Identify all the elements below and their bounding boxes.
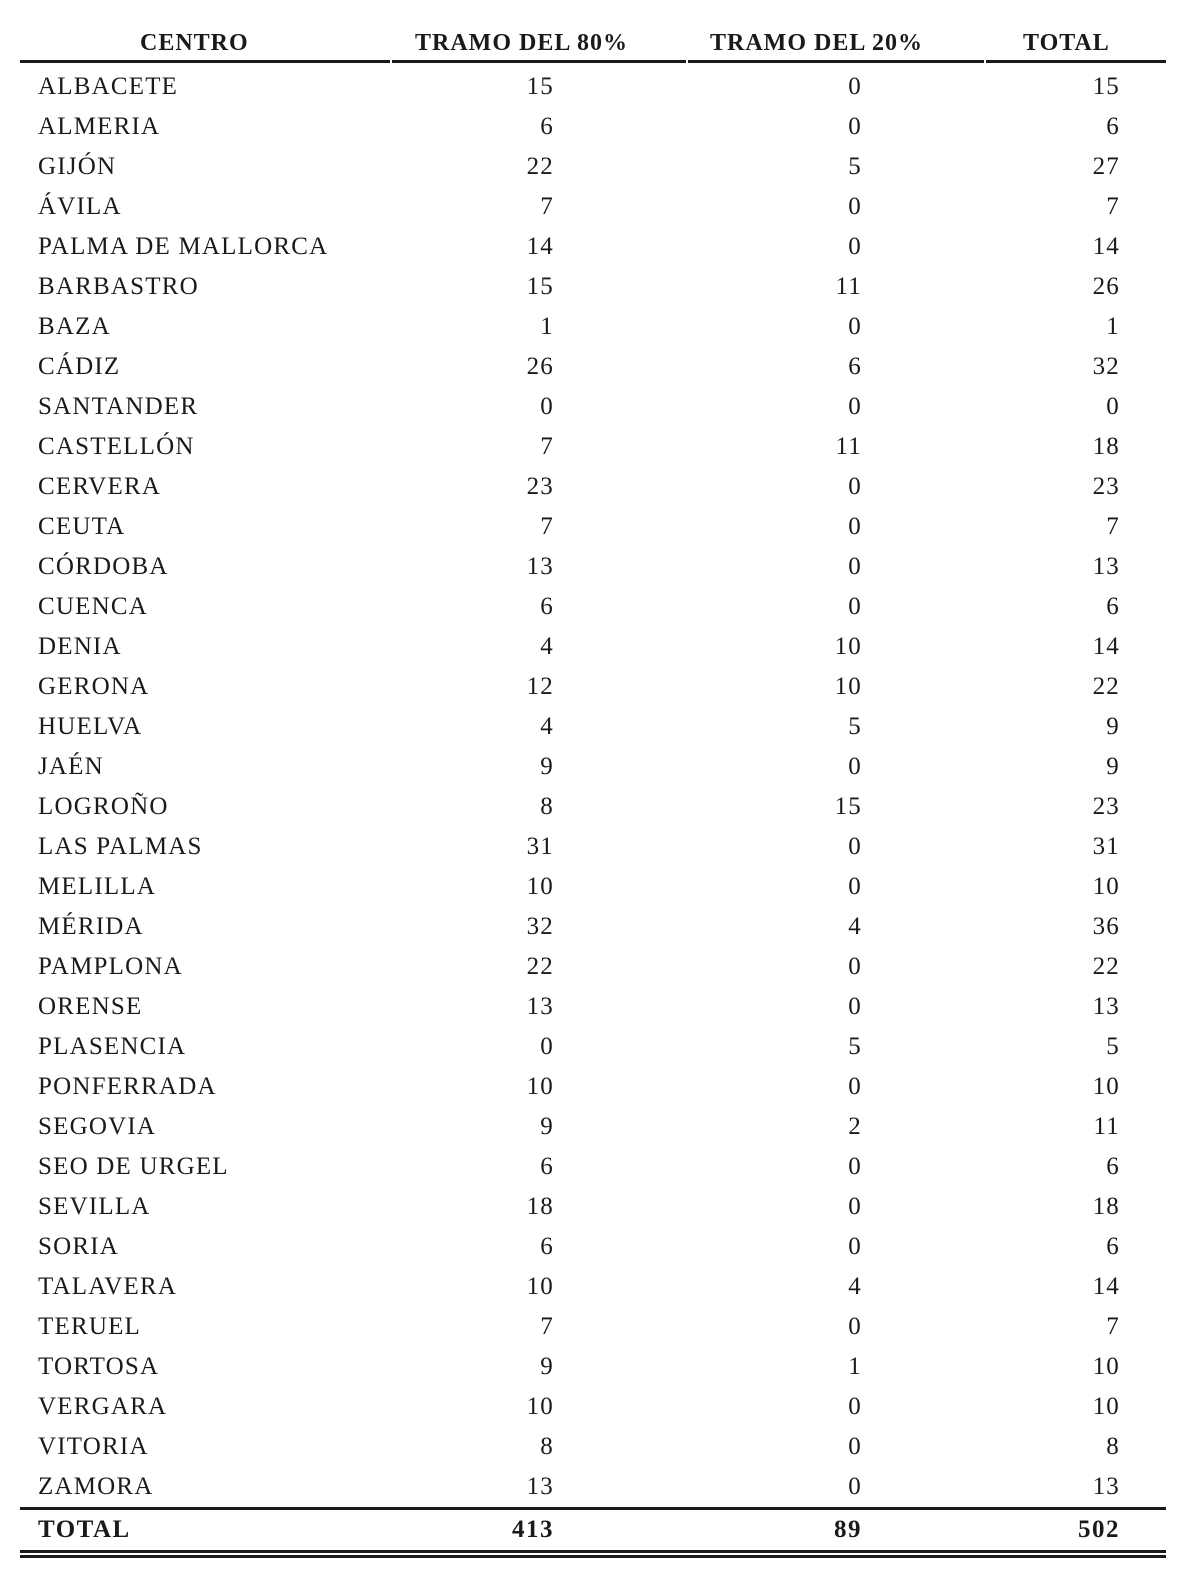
cell-centro: VITORIA bbox=[38, 1433, 149, 1460]
cell-centro: VERGARA bbox=[38, 1393, 168, 1420]
table-row bbox=[20, 1227, 1166, 1267]
cell-tramo-80: 6 bbox=[540, 113, 554, 140]
cell-tramo-80: 10 bbox=[526, 1073, 554, 1100]
cell-tramo-20: 4 bbox=[848, 1273, 862, 1300]
table-row bbox=[20, 1027, 1166, 1067]
cell-tramo-20: 11 bbox=[835, 273, 862, 300]
cell-tramo-20: 0 bbox=[848, 393, 862, 420]
cell-tramo-20: 0 bbox=[848, 473, 862, 500]
cell-centro: JAÉN bbox=[38, 753, 104, 780]
cell-centro: SEVILLA bbox=[38, 1193, 151, 1220]
cell-total: 32 bbox=[1092, 353, 1120, 380]
cell-tramo-80: 4 bbox=[540, 713, 554, 740]
cell-tramo-80: 18 bbox=[526, 1193, 554, 1220]
cell-tramo-20: 15 bbox=[834, 793, 862, 820]
cell-total: 6 bbox=[1106, 1233, 1120, 1260]
header-total: TOTAL bbox=[1023, 30, 1110, 56]
table-row bbox=[20, 867, 1166, 907]
totals-tramo-80: 413 bbox=[512, 1516, 554, 1543]
cell-tramo-20: 0 bbox=[848, 833, 862, 860]
table-header bbox=[20, 26, 1166, 60]
cell-total: 1 bbox=[1106, 313, 1120, 340]
cell-tramo-20: 0 bbox=[848, 1393, 862, 1420]
cell-centro: PLASENCIA bbox=[38, 1033, 187, 1060]
cell-tramo-20: 5 bbox=[848, 1033, 862, 1060]
cell-total: 7 bbox=[1106, 513, 1120, 540]
cell-tramo-80: 9 bbox=[540, 1353, 554, 1380]
cell-total: 31 bbox=[1092, 833, 1120, 860]
cell-tramo-80: 32 bbox=[526, 913, 554, 940]
cell-centro: ALBACETE bbox=[38, 73, 179, 100]
cell-total: 9 bbox=[1106, 753, 1120, 780]
cell-tramo-80: 10 bbox=[526, 1273, 554, 1300]
cell-centro: ZAMORA bbox=[38, 1473, 154, 1500]
cell-tramo-80: 14 bbox=[526, 233, 554, 260]
table-row bbox=[20, 467, 1166, 507]
cell-tramo-20: 0 bbox=[848, 1233, 862, 1260]
header-rule bbox=[20, 60, 1166, 63]
cell-total: 36 bbox=[1092, 913, 1120, 940]
table-row bbox=[20, 1147, 1166, 1187]
cell-tramo-20: 2 bbox=[848, 1113, 862, 1140]
cell-centro: SANTANDER bbox=[38, 393, 199, 420]
cell-total: 9 bbox=[1106, 713, 1120, 740]
cell-total: 22 bbox=[1092, 953, 1120, 980]
cell-tramo-80: 10 bbox=[526, 873, 554, 900]
cell-total: 13 bbox=[1092, 553, 1120, 580]
cell-tramo-20: 5 bbox=[848, 713, 862, 740]
cell-total: 26 bbox=[1092, 273, 1120, 300]
table-row bbox=[20, 1467, 1166, 1507]
cell-centro: PAMPLONA bbox=[38, 953, 183, 980]
cell-centro: CERVERA bbox=[38, 473, 162, 500]
cell-total: 27 bbox=[1092, 153, 1120, 180]
cell-centro: LAS PALMAS bbox=[38, 833, 203, 860]
cell-tramo-80: 31 bbox=[526, 833, 554, 860]
table-row bbox=[20, 947, 1166, 987]
cell-total: 13 bbox=[1092, 993, 1120, 1020]
cell-tramo-20: 0 bbox=[848, 513, 862, 540]
cell-total: 7 bbox=[1106, 1313, 1120, 1340]
cell-centro: TALAVERA bbox=[38, 1273, 178, 1300]
cell-tramo-80: 0 bbox=[540, 1033, 554, 1060]
cell-total: 22 bbox=[1092, 673, 1120, 700]
cell-total: 14 bbox=[1092, 633, 1120, 660]
table-row bbox=[20, 347, 1166, 387]
cell-total: 8 bbox=[1106, 1433, 1120, 1460]
cell-tramo-80: 7 bbox=[540, 433, 554, 460]
table-row bbox=[20, 1307, 1166, 1347]
cell-tramo-80: 15 bbox=[526, 73, 554, 100]
cell-centro: TORTOSA bbox=[38, 1353, 160, 1380]
cell-tramo-20: 1 bbox=[848, 1353, 862, 1380]
cell-tramo-80: 7 bbox=[540, 513, 554, 540]
cell-tramo-80: 23 bbox=[526, 473, 554, 500]
cell-centro: MÉRIDA bbox=[38, 913, 144, 940]
cell-total: 23 bbox=[1092, 793, 1120, 820]
cell-total: 10 bbox=[1092, 1353, 1120, 1380]
cell-tramo-80: 1 bbox=[540, 313, 554, 340]
cell-centro: DENIA bbox=[38, 633, 122, 660]
table-row bbox=[20, 627, 1166, 667]
cell-tramo-80: 4 bbox=[540, 633, 554, 660]
cell-total: 18 bbox=[1092, 1193, 1120, 1220]
table-row bbox=[20, 107, 1166, 147]
cell-tramo-20: 0 bbox=[848, 113, 862, 140]
cell-tramo-20: 0 bbox=[848, 1193, 862, 1220]
cell-centro: ÁVILA bbox=[38, 193, 122, 220]
table-row bbox=[20, 307, 1166, 347]
table-row bbox=[20, 227, 1166, 267]
cell-centro: CUENCA bbox=[38, 593, 148, 620]
totals-label: TOTAL bbox=[38, 1516, 131, 1543]
header-centro: CENTRO bbox=[140, 30, 249, 56]
cell-tramo-20: 0 bbox=[848, 753, 862, 780]
bottom-double-rule bbox=[20, 1550, 1166, 1558]
cell-total: 6 bbox=[1106, 113, 1120, 140]
cell-tramo-80: 13 bbox=[526, 993, 554, 1020]
cell-tramo-20: 0 bbox=[848, 1433, 862, 1460]
cell-centro: ORENSE bbox=[38, 993, 143, 1020]
cell-total: 11 bbox=[1093, 1113, 1120, 1140]
cell-total: 14 bbox=[1092, 233, 1120, 260]
table-row bbox=[20, 1067, 1166, 1107]
table-row bbox=[20, 1427, 1166, 1467]
table-row bbox=[20, 187, 1166, 227]
cell-tramo-80: 6 bbox=[540, 593, 554, 620]
table-row bbox=[20, 667, 1166, 707]
table-row bbox=[20, 787, 1166, 827]
cell-tramo-20: 0 bbox=[848, 73, 862, 100]
table-body bbox=[20, 67, 1166, 1507]
cell-total: 7 bbox=[1106, 193, 1120, 220]
cell-centro: BAZA bbox=[38, 313, 111, 340]
table-row bbox=[20, 707, 1166, 747]
cell-tramo-80: 8 bbox=[540, 793, 554, 820]
cell-tramo-80: 6 bbox=[540, 1233, 554, 1260]
table-row bbox=[20, 827, 1166, 867]
cell-tramo-80: 13 bbox=[526, 553, 554, 580]
cell-tramo-20: 0 bbox=[848, 993, 862, 1020]
cell-total: 10 bbox=[1092, 873, 1120, 900]
cell-tramo-80: 9 bbox=[540, 1113, 554, 1140]
cell-centro: PONFERRADA bbox=[38, 1073, 217, 1100]
table-row bbox=[20, 147, 1166, 187]
cell-tramo-80: 7 bbox=[540, 193, 554, 220]
cell-tramo-80: 8 bbox=[540, 1433, 554, 1460]
cell-tramo-20: 0 bbox=[848, 553, 862, 580]
table-row bbox=[20, 427, 1166, 467]
totals-tramo-20: 89 bbox=[834, 1516, 862, 1543]
table-row bbox=[20, 1347, 1166, 1387]
cell-centro: CEUTA bbox=[38, 513, 126, 540]
cell-tramo-20: 10 bbox=[834, 633, 862, 660]
cell-centro: BARBASTRO bbox=[38, 273, 199, 300]
cell-centro: LOGROÑO bbox=[38, 793, 169, 820]
cell-tramo-20: 11 bbox=[835, 433, 862, 460]
cell-centro: ALMERIA bbox=[38, 113, 161, 140]
cell-tramo-80: 15 bbox=[526, 273, 554, 300]
cell-centro: SEGOVIA bbox=[38, 1113, 157, 1140]
header-tramo-80: TRAMO DEL 80% bbox=[415, 30, 629, 56]
table-row bbox=[20, 267, 1166, 307]
centers-table bbox=[20, 26, 1166, 1558]
table-row bbox=[20, 387, 1166, 427]
table-row bbox=[20, 1187, 1166, 1227]
cell-total: 13 bbox=[1092, 1473, 1120, 1500]
cell-centro: CÓRDOBA bbox=[38, 553, 169, 580]
cell-total: 6 bbox=[1106, 1153, 1120, 1180]
cell-total: 6 bbox=[1106, 593, 1120, 620]
cell-tramo-80: 9 bbox=[540, 753, 554, 780]
cell-tramo-20: 4 bbox=[848, 913, 862, 940]
cell-tramo-20: 5 bbox=[848, 153, 862, 180]
cell-centro: CÁDIZ bbox=[38, 353, 121, 380]
cell-total: 5 bbox=[1106, 1033, 1120, 1060]
table-row bbox=[20, 587, 1166, 627]
table-row bbox=[20, 67, 1166, 107]
table-row bbox=[20, 1387, 1166, 1427]
table-row bbox=[20, 547, 1166, 587]
table-row bbox=[20, 987, 1166, 1027]
table-row bbox=[20, 907, 1166, 947]
cell-tramo-20: 0 bbox=[848, 953, 862, 980]
cell-centro: TERUEL bbox=[38, 1313, 142, 1340]
cell-tramo-80: 7 bbox=[540, 1313, 554, 1340]
header-tramo-20: TRAMO DEL 20% bbox=[710, 30, 924, 56]
cell-centro: GIJÓN bbox=[38, 153, 117, 180]
cell-tramo-20: 10 bbox=[834, 673, 862, 700]
cell-total: 15 bbox=[1092, 73, 1120, 100]
cell-centro: GERONA bbox=[38, 673, 150, 700]
cell-tramo-20: 0 bbox=[848, 1153, 862, 1180]
table-row bbox=[20, 507, 1166, 547]
totals-row bbox=[20, 1510, 1166, 1550]
cell-tramo-20: 6 bbox=[848, 353, 862, 380]
cell-centro: SEO DE URGEL bbox=[38, 1153, 229, 1180]
cell-centro: PALMA DE MALLORCA bbox=[38, 233, 329, 260]
cell-centro: HUELVA bbox=[38, 713, 143, 740]
cell-tramo-20: 0 bbox=[848, 1313, 862, 1340]
cell-total: 0 bbox=[1106, 393, 1120, 420]
table-row bbox=[20, 747, 1166, 787]
cell-tramo-20: 0 bbox=[848, 1473, 862, 1500]
cell-tramo-80: 13 bbox=[526, 1473, 554, 1500]
table-row bbox=[20, 1267, 1166, 1307]
cell-tramo-20: 0 bbox=[848, 193, 862, 220]
cell-tramo-80: 10 bbox=[526, 1393, 554, 1420]
cell-tramo-20: 0 bbox=[848, 873, 862, 900]
cell-tramo-80: 6 bbox=[540, 1153, 554, 1180]
cell-total: 10 bbox=[1092, 1393, 1120, 1420]
cell-tramo-80: 22 bbox=[526, 153, 554, 180]
cell-centro: MELILLA bbox=[38, 873, 157, 900]
cell-tramo-80: 26 bbox=[526, 353, 554, 380]
cell-total: 10 bbox=[1092, 1073, 1120, 1100]
cell-total: 23 bbox=[1092, 473, 1120, 500]
cell-tramo-20: 0 bbox=[848, 593, 862, 620]
cell-total: 14 bbox=[1092, 1273, 1120, 1300]
table-row bbox=[20, 1107, 1166, 1147]
cell-tramo-20: 0 bbox=[848, 1073, 862, 1100]
totals-total: 502 bbox=[1078, 1516, 1120, 1543]
cell-tramo-80: 0 bbox=[540, 393, 554, 420]
cell-centro: CASTELLÓN bbox=[38, 433, 195, 460]
cell-centro: SORIA bbox=[38, 1233, 120, 1260]
cell-total: 18 bbox=[1092, 433, 1120, 460]
cell-tramo-20: 0 bbox=[848, 233, 862, 260]
cell-tramo-20: 0 bbox=[848, 313, 862, 340]
cell-tramo-80: 22 bbox=[526, 953, 554, 980]
cell-tramo-80: 12 bbox=[526, 673, 554, 700]
